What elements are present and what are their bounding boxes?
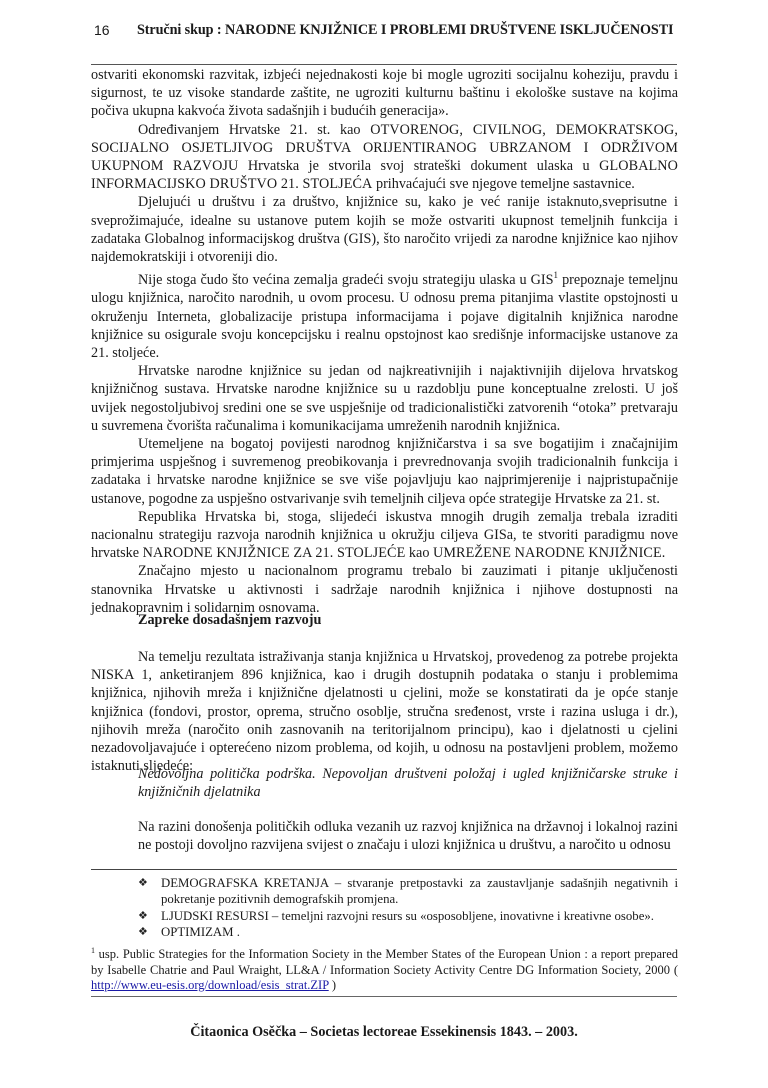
list-item-text: OPTIMIZAM .	[161, 925, 240, 940]
text-run: Hrvatska je stvorila svoj strateški dokument ulaska u	[238, 158, 600, 175]
paragraph: Djelujući u društvu i za društvo, knjižnice su, kako je već ranije istaknuto,sveprisutne i sveprožimajuće, idealne su ustanove putem kojih se može ostvariti ukupnost temeljnih funkcija i zadataka Globalnog informacijskog društva (GIS), što naročito vrijedi za narodne knjižnice kao njihov najdemokratskiji i otvoreniji dio.	[91, 194, 678, 266]
paragraph	[91, 121, 678, 194]
caps-phrase: UMREŽENE NARODNE KNJIŽNICE	[432, 545, 662, 562]
paragraph: Utemeljene na bogatoj povijesti narodnog knjižničarstva i sa sve bogatijim i značajnijim primjerima uspješnog i suvremenog preobikovanja i prevrednovanja svojih tradicionalnih funkcija i zadataka i hrvatske narodne knjižnice se sve više pojavljuju kao najprimjerenije i najpristupačnije ustanove, pogodne za uspješno ostvarivanje svih temeljnih ciljeva opće strategije Hrvatske za 21. st.	[91, 436, 678, 507]
diamond-bullet-icon: ❖	[138, 926, 148, 939]
footnote-text: usp. Public Strategies for the Information Society in the Member States of the European Union : a report prepared by Isabelle Chatrie and Paul Wraight, LL&A / Information Society Activity Centre DG Information Society, 2000 (	[91, 947, 678, 977]
section-heading: Zapreke dosadašnjem razvoju	[138, 612, 322, 628]
list-item	[138, 875, 678, 908]
diamond-bullet-icon: ❖	[138, 877, 148, 889]
paragraph	[91, 266, 678, 362]
footnote	[91, 943, 678, 994]
paragraph: Hrvatske narodne knjižnice su jedan od najkreativnijih i najaktivnijih dijelova hrvatskog knjižničnog sustava. Hrvatske narodne knjižnice su u razdoblju pune konceptualne zrelosti. U još uvijek negostoljubivoj sredini one se sve uspješnije od tradicionalistički zatvorenih “otoka” pretvaraju u suvremena čvorišta računalima i komunikacijama umreženih narodnih knjižnica.	[91, 363, 678, 434]
list-item-text: DEMOGRAFSKA KRETANJA – stvaranje pretpostavki za zaustavljanje sadašnjih negativnih i pokretanje pozitivnih demografskih promjena.	[161, 876, 678, 907]
footnote-marker: 1	[91, 946, 95, 955]
text-run: kao	[405, 545, 433, 562]
caps-phrase: GLOBALNO INFORMACIJSKO DRUŠTVO 21. STOLJEĆA	[91, 158, 678, 193]
header-divider	[91, 64, 677, 65]
paragraph: Na temelju rezultata istraživanja stanja knjižnica u Hrvatskoj, provedenog za potrebe projekta NISKA 1, anketiranjem 896 knjižnica, kao i drugih dostupnih podataka o stanju i problemima knjižnica, njihovih mreža i knjižnične djelatnosti u cjelini, može se konstatirati da je opće stanje knjižnica (fondovi, prostor, oprema, stručno osoblje, stručna sređenost, vrste i razina usluga i dr.), njihovih mreža (naročito onih zasnovanih na teritorijalnom principu), kao i djelatnosti u cjelini nezadovoljavajuće i opterećeno nizom problema, od kojih, u odnosu na postavljeni problem, možemo istaknuti sljedeće:	[91, 649, 678, 775]
list-item-text: LJUDSKI RESURSI – temeljni razvojni resurs su «osposobljene, inovativne i kreativne osobe».	[161, 908, 654, 923]
running-header: Stručni skup : NARODNE KNJIŽNICE I PROBLEMI DRUŠTVENE ISKLJUČENOSTI	[137, 22, 674, 38]
footer-divider	[91, 996, 677, 997]
italic-subheading: Nedovoljna politička podrška. Nepovoljan društveni položaj i ugled knjižničarske struke i knjižničnih djelatnika	[138, 766, 678, 801]
text-run: prihvaćajući sve njegove temeljne sastavnice.	[372, 176, 635, 193]
text-run: Republika Hrvatska bi, stoga, slijedeći iskustva mnogih drugih zemalja trebala izraditi nacionalnu strategiju razvoja narodnih knjižnica u okružju ciljeva GISa, te stvoriti paradigmu nove hrvatske	[91, 508, 678, 562]
closing-paragraph: Na razini donošenja političkih odluka vezanih uz razvoj knjižnica na državnoj i lokalnoj razini ne postoji dovoljno razvijena svijest o značaju i ulozi knjižnica u društvu, a naročito u odnosu	[138, 819, 678, 854]
bullet-list	[138, 875, 678, 941]
list-item	[138, 924, 678, 940]
text-run: Nije stoga čudo što većina zemalja gradeći svoju strategiju ulaska u GIS	[138, 272, 554, 289]
footnote-divider	[91, 869, 677, 870]
footnote-link[interactable]: http://www.eu-esis.org/download/esis_strat.ZIP	[91, 978, 329, 992]
text-run: .	[661, 545, 666, 562]
caps-phrase: OTVORENOG, CIVILNOG, DEMOKRATSKOG, SOCIJALNO OSJETLJIVOG DRUŠTVA ORIJENTIRANOG UBRZANOM I ODRŽIVOM UKUPNOM RAZVOJU	[91, 121, 678, 175]
caps-phrase: NARODNE KNJIŽNICE ZA 21. STOLJEĆE	[142, 545, 406, 562]
text-run: prepoznaje temeljnu ulogu knjižnica, naročito narodnih, u ovom procesu. U odnosu prema pitanjima vlastite opstojnosti u okruženju Interneta, globalizacije pristupa informacijama i pojave digitalnih knjižnica narodne knjižnice su osigurale svoju koncepcijsku i realnu opstojnost kao središnje informacijske ustanove za 21. stoljeće.	[91, 272, 678, 362]
list-item	[138, 908, 678, 924]
paragraph	[91, 508, 678, 563]
body-text	[91, 66, 678, 617]
page-number: 16	[94, 22, 110, 38]
diamond-bullet-icon: ❖	[138, 909, 148, 922]
footnote-reference[interactable]: 1	[553, 270, 559, 281]
section-body	[91, 648, 678, 775]
paragraph: ostvariti ekonomski razvitak, izbjeći nejednakosti koje bi mogle ugroziti socijalnu koheziju, pravdu i sigurnost, te uz visoke standarde zaštite, ne ugroziti kulturnu baštinu i ekološke sustave na kojima počiva ukupna kakvoća života sadašnjih i budućih generacija».	[91, 67, 678, 120]
text-run: Određivanjem Hrvatske 21. st. kao	[138, 121, 371, 138]
paragraph: Značajno mjesto u nacionalnom programu trebalo bi zauzimati i pitanje uključenosti stanovnika Hrvatske u aktivnosti i sadržaje narodnih knjižnica i njihove dostupnosti na jednakopravnim i solidarnim osnovama.	[91, 563, 678, 616]
footnote-text-end: )	[328, 978, 337, 992]
page-footer: Čitaonica Osěčka – Societas lectoreae Essekinensis 1843. – 2003.	[190, 1024, 578, 1040]
